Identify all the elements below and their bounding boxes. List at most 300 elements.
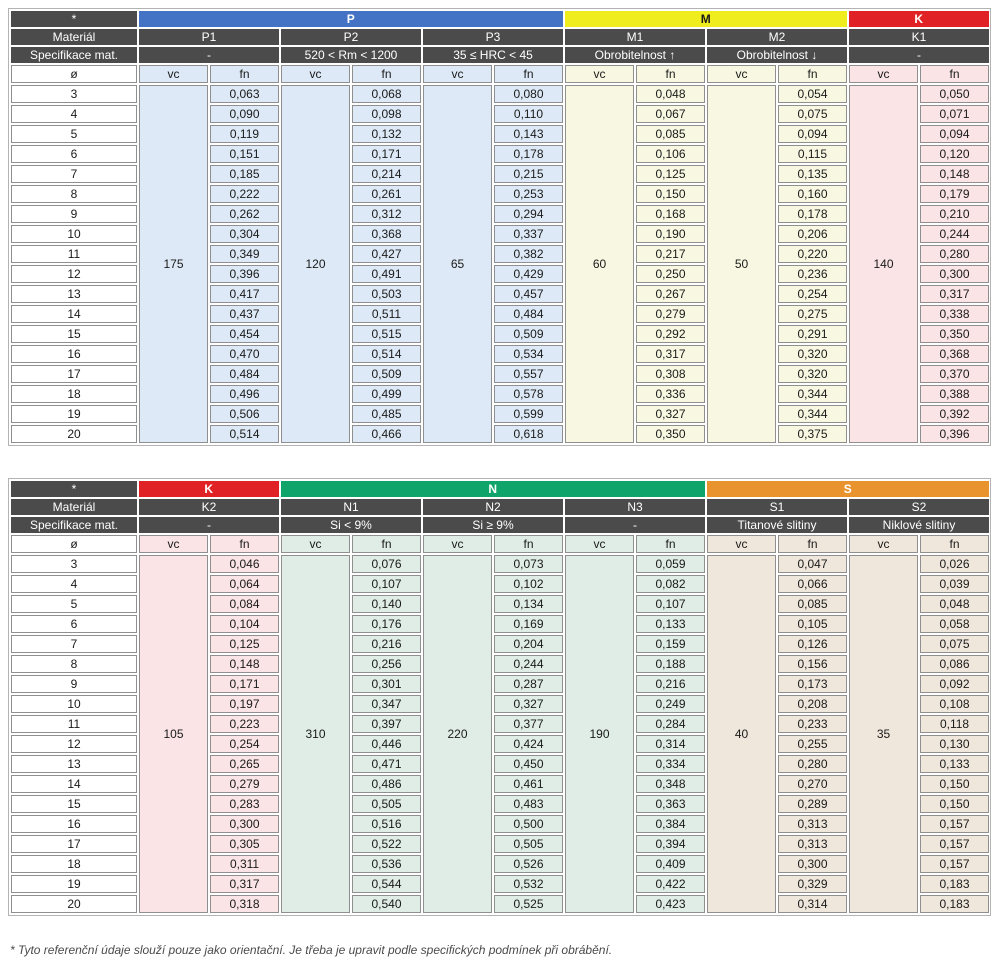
vc-header-s2: vc	[849, 535, 918, 553]
fn-value-s2: 0,157	[920, 855, 989, 873]
fn-value-k1: 0,392	[920, 405, 989, 423]
diameter-cell: 10	[11, 695, 137, 713]
material-code-s2: S2	[849, 499, 989, 515]
vc-value-s1: 40	[707, 555, 776, 913]
fn-value-p2: 0,466	[352, 425, 421, 443]
vc-header-s1: vc	[707, 535, 776, 553]
fn-value-n2: 0,424	[494, 735, 563, 753]
fn-value-s2: 0,039	[920, 575, 989, 593]
fn-value-n3: 0,133	[636, 615, 705, 633]
fn-value-k1: 0,368	[920, 345, 989, 363]
fn-value-s2: 0,058	[920, 615, 989, 633]
fn-value-p3: 0,178	[494, 145, 563, 163]
diameter-cell: 10	[11, 225, 137, 243]
fn-value-k1: 0,350	[920, 325, 989, 343]
fn-value-n2: 0,505	[494, 835, 563, 853]
fn-value-p3: 0,509	[494, 325, 563, 343]
fn-value-p2: 0,499	[352, 385, 421, 403]
fn-value-s1: 0,085	[778, 595, 847, 613]
diameter-cell: 17	[11, 835, 137, 853]
fn-value-n2: 0,500	[494, 815, 563, 833]
fn-value-n2: 0,450	[494, 755, 563, 773]
vc-header-p2: vc	[281, 65, 350, 83]
group-band-k: K	[139, 481, 279, 497]
fn-value-p2: 0,509	[352, 365, 421, 383]
fn-value-n3: 0,107	[636, 595, 705, 613]
diameter-cell: 9	[11, 675, 137, 693]
fn-value-m2: 0,375	[778, 425, 847, 443]
fn-value-n1: 0,347	[352, 695, 421, 713]
fn-value-m1: 0,350	[636, 425, 705, 443]
diameter-header-cell: ø	[11, 65, 137, 83]
fn-value-k1: 0,148	[920, 165, 989, 183]
fn-value-k1: 0,300	[920, 265, 989, 283]
diameter-cell: 16	[11, 345, 137, 363]
fn-value-k1: 0,280	[920, 245, 989, 263]
machining-table-kns	[9, 479, 991, 915]
fn-value-s2: 0,133	[920, 755, 989, 773]
vc-header-m2: vc	[707, 65, 776, 83]
fn-value-k2: 0,064	[210, 575, 279, 593]
fn-header-p1: fn	[210, 65, 279, 83]
vc-header-k2: vc	[139, 535, 208, 553]
fn-value-n3: 0,284	[636, 715, 705, 733]
fn-value-n3: 0,059	[636, 555, 705, 573]
fn-value-p1: 0,185	[210, 165, 279, 183]
fn-value-n3: 0,082	[636, 575, 705, 593]
fn-value-k2: 0,305	[210, 835, 279, 853]
diameter-cell: 6	[11, 615, 137, 633]
fn-value-n3: 0,363	[636, 795, 705, 813]
fn-value-p1: 0,349	[210, 245, 279, 263]
material-code-p3: P3	[423, 29, 563, 45]
fn-value-s2: 0,026	[920, 555, 989, 573]
fn-value-s1: 0,313	[778, 815, 847, 833]
fn-value-k2: 0,265	[210, 755, 279, 773]
fn-value-p2: 0,511	[352, 305, 421, 323]
fn-header-k2: fn	[210, 535, 279, 553]
fn-value-m2: 0,320	[778, 365, 847, 383]
fn-value-p2: 0,171	[352, 145, 421, 163]
fn-value-m1: 0,267	[636, 285, 705, 303]
fn-value-p3: 0,599	[494, 405, 563, 423]
fn-value-k1: 0,050	[920, 85, 989, 103]
fn-value-k1: 0,071	[920, 105, 989, 123]
fn-value-k1: 0,388	[920, 385, 989, 403]
diameter-cell: 5	[11, 595, 137, 613]
fn-value-m1: 0,317	[636, 345, 705, 363]
fn-value-n1: 0,544	[352, 875, 421, 893]
fn-value-p3: 0,253	[494, 185, 563, 203]
fn-value-p2: 0,514	[352, 345, 421, 363]
fn-value-s1: 0,233	[778, 715, 847, 733]
fn-value-m1: 0,308	[636, 365, 705, 383]
fn-value-p3: 0,429	[494, 265, 563, 283]
fn-value-p2: 0,515	[352, 325, 421, 343]
fn-value-k1: 0,120	[920, 145, 989, 163]
fn-value-s1: 0,066	[778, 575, 847, 593]
fn-value-p3: 0,080	[494, 85, 563, 103]
fn-value-p2: 0,068	[352, 85, 421, 103]
fn-value-m1: 0,168	[636, 205, 705, 223]
spec-m2: Obrobitelnost ↓	[707, 47, 847, 63]
fn-value-k2: 0,317	[210, 875, 279, 893]
fn-value-s1: 0,280	[778, 755, 847, 773]
diameter-cell: 3	[11, 555, 137, 573]
fn-value-p1: 0,304	[210, 225, 279, 243]
fn-value-n2: 0,377	[494, 715, 563, 733]
vc-header-n3: vc	[565, 535, 634, 553]
fn-value-k1: 0,396	[920, 425, 989, 443]
fn-value-n3: 0,314	[636, 735, 705, 753]
fn-value-p3: 0,457	[494, 285, 563, 303]
vc-value-n2: 220	[423, 555, 492, 913]
fn-value-k1: 0,317	[920, 285, 989, 303]
fn-value-m1: 0,327	[636, 405, 705, 423]
spec-s1: Titanové slitiny	[707, 517, 847, 533]
fn-value-k2: 0,171	[210, 675, 279, 693]
fn-value-p3: 0,294	[494, 205, 563, 223]
diameter-header-cell: ø	[11, 535, 137, 553]
fn-value-n1: 0,516	[352, 815, 421, 833]
fn-value-n3: 0,384	[636, 815, 705, 833]
fn-value-n3: 0,348	[636, 775, 705, 793]
fn-value-p1: 0,470	[210, 345, 279, 363]
spec-row-label: Specifikace mat.	[11, 517, 137, 533]
fn-value-s2: 0,150	[920, 795, 989, 813]
fn-value-k2: 0,318	[210, 895, 279, 913]
fn-value-k2: 0,223	[210, 715, 279, 733]
vc-header-m1: vc	[565, 65, 634, 83]
fn-header-m1: fn	[636, 65, 705, 83]
diameter-cell: 15	[11, 325, 137, 343]
fn-value-m2: 0,054	[778, 85, 847, 103]
fn-value-p3: 0,337	[494, 225, 563, 243]
diameter-cell: 15	[11, 795, 137, 813]
fn-value-p1: 0,262	[210, 205, 279, 223]
fn-value-n3: 0,409	[636, 855, 705, 873]
fn-value-s1: 0,289	[778, 795, 847, 813]
fn-value-p2: 0,368	[352, 225, 421, 243]
diameter-cell: 14	[11, 775, 137, 793]
fn-header-m2: fn	[778, 65, 847, 83]
vc-header-p3: vc	[423, 65, 492, 83]
material-code-n2: N2	[423, 499, 563, 515]
fn-header-s1: fn	[778, 535, 847, 553]
diameter-cell: 20	[11, 895, 137, 913]
vc-header-n2: vc	[423, 535, 492, 553]
material-code-s1: S1	[707, 499, 847, 515]
fn-value-m2: 0,344	[778, 385, 847, 403]
diameter-cell: 3	[11, 85, 137, 103]
footnote: * Tyto referenční údaje slouží pouze jako orientační. Je třeba je upravit podle specifických podmínek při obrábění.	[10, 943, 613, 957]
corner-asterisk-cell: *	[11, 481, 137, 497]
fn-value-m2: 0,275	[778, 305, 847, 323]
fn-value-n1: 0,486	[352, 775, 421, 793]
fn-value-n1: 0,301	[352, 675, 421, 693]
diameter-cell: 18	[11, 385, 137, 403]
fn-value-n3: 0,216	[636, 675, 705, 693]
fn-value-s2: 0,118	[920, 715, 989, 733]
fn-value-k2: 0,311	[210, 855, 279, 873]
fn-value-p3: 0,110	[494, 105, 563, 123]
diameter-cell: 4	[11, 105, 137, 123]
fn-value-p2: 0,485	[352, 405, 421, 423]
fn-value-s2: 0,092	[920, 675, 989, 693]
fn-value-n1: 0,107	[352, 575, 421, 593]
fn-value-m2: 0,160	[778, 185, 847, 203]
fn-value-s1: 0,255	[778, 735, 847, 753]
fn-value-s1: 0,208	[778, 695, 847, 713]
fn-value-m1: 0,190	[636, 225, 705, 243]
fn-value-p1: 0,417	[210, 285, 279, 303]
spec-k2: -	[139, 517, 279, 533]
fn-value-k2: 0,300	[210, 815, 279, 833]
fn-value-p1: 0,151	[210, 145, 279, 163]
fn-value-k2: 0,084	[210, 595, 279, 613]
diameter-cell: 12	[11, 735, 137, 753]
diameter-cell: 20	[11, 425, 137, 443]
diameter-cell: 13	[11, 755, 137, 773]
material-code-m2: M2	[707, 29, 847, 45]
spec-row-label: Specifikace mat.	[11, 47, 137, 63]
fn-value-n2: 0,287	[494, 675, 563, 693]
vc-value-n3: 190	[565, 555, 634, 913]
fn-value-n2: 0,461	[494, 775, 563, 793]
fn-value-s2: 0,048	[920, 595, 989, 613]
vc-value-k2: 105	[139, 555, 208, 913]
vc-value-p2: 120	[281, 85, 350, 443]
fn-header-k1: fn	[920, 65, 989, 83]
vc-header-n1: vc	[281, 535, 350, 553]
fn-value-p1: 0,222	[210, 185, 279, 203]
fn-value-s1: 0,126	[778, 635, 847, 653]
diameter-cell: 8	[11, 655, 137, 673]
fn-value-s1: 0,300	[778, 855, 847, 873]
fn-value-k1: 0,179	[920, 185, 989, 203]
fn-value-p2: 0,312	[352, 205, 421, 223]
fn-value-p3: 0,382	[494, 245, 563, 263]
fn-value-s1: 0,047	[778, 555, 847, 573]
table-pmk-frame	[8, 8, 991, 446]
fn-value-p2: 0,098	[352, 105, 421, 123]
fn-value-k2: 0,254	[210, 735, 279, 753]
fn-value-k2: 0,148	[210, 655, 279, 673]
fn-value-m1: 0,292	[636, 325, 705, 343]
fn-value-p2: 0,214	[352, 165, 421, 183]
fn-value-k2: 0,197	[210, 695, 279, 713]
fn-value-m1: 0,048	[636, 85, 705, 103]
fn-value-s2: 0,157	[920, 815, 989, 833]
fn-value-m1: 0,250	[636, 265, 705, 283]
fn-header-n1: fn	[352, 535, 421, 553]
machining-table-pmk	[9, 9, 991, 445]
fn-value-s2: 0,157	[920, 835, 989, 853]
fn-value-m2: 0,344	[778, 405, 847, 423]
fn-value-p1: 0,506	[210, 405, 279, 423]
group-band-k: K	[849, 11, 989, 27]
diameter-cell: 12	[11, 265, 137, 283]
table-kns-frame	[8, 478, 991, 916]
vc-value-p1: 175	[139, 85, 208, 443]
fn-value-n1: 0,536	[352, 855, 421, 873]
fn-header-s2: fn	[920, 535, 989, 553]
spec-m1: Obrobitelnost ↑	[565, 47, 705, 63]
fn-value-n3: 0,422	[636, 875, 705, 893]
fn-value-n2: 0,169	[494, 615, 563, 633]
material-row-label: Materiál	[11, 499, 137, 515]
fn-value-p2: 0,427	[352, 245, 421, 263]
fn-value-n2: 0,483	[494, 795, 563, 813]
fn-value-s2: 0,086	[920, 655, 989, 673]
fn-value-m1: 0,067	[636, 105, 705, 123]
spec-s2: Niklové slitiny	[849, 517, 989, 533]
vc-value-p3: 65	[423, 85, 492, 443]
material-code-n3: N3	[565, 499, 705, 515]
fn-value-n2: 0,102	[494, 575, 563, 593]
fn-value-m2: 0,206	[778, 225, 847, 243]
fn-value-n3: 0,159	[636, 635, 705, 653]
fn-value-p3: 0,484	[494, 305, 563, 323]
fn-header-p3: fn	[494, 65, 563, 83]
fn-value-n2: 0,526	[494, 855, 563, 873]
fn-value-m2: 0,178	[778, 205, 847, 223]
fn-value-m2: 0,115	[778, 145, 847, 163]
fn-value-p3: 0,215	[494, 165, 563, 183]
vc-value-m2: 50	[707, 85, 776, 443]
fn-value-s1: 0,314	[778, 895, 847, 913]
diameter-cell: 8	[11, 185, 137, 203]
fn-value-p2: 0,503	[352, 285, 421, 303]
spec-p1: -	[139, 47, 279, 63]
fn-value-n3: 0,423	[636, 895, 705, 913]
diameter-cell: 17	[11, 365, 137, 383]
fn-value-p1: 0,090	[210, 105, 279, 123]
fn-value-n2: 0,134	[494, 595, 563, 613]
fn-header-n2: fn	[494, 535, 563, 553]
fn-value-p1: 0,454	[210, 325, 279, 343]
fn-value-k1: 0,244	[920, 225, 989, 243]
fn-value-k2: 0,279	[210, 775, 279, 793]
diameter-cell: 11	[11, 245, 137, 263]
fn-value-s2: 0,183	[920, 895, 989, 913]
fn-value-n1: 0,256	[352, 655, 421, 673]
fn-value-m2: 0,291	[778, 325, 847, 343]
fn-value-n2: 0,327	[494, 695, 563, 713]
fn-value-s1: 0,173	[778, 675, 847, 693]
fn-value-s1: 0,156	[778, 655, 847, 673]
material-code-m1: M1	[565, 29, 705, 45]
fn-value-p1: 0,484	[210, 365, 279, 383]
diameter-cell: 19	[11, 405, 137, 423]
group-band-s: S	[707, 481, 989, 497]
fn-value-m2: 0,220	[778, 245, 847, 263]
fn-value-n1: 0,446	[352, 735, 421, 753]
fn-value-n3: 0,394	[636, 835, 705, 853]
fn-value-m1: 0,336	[636, 385, 705, 403]
fn-value-k1: 0,210	[920, 205, 989, 223]
fn-value-n3: 0,188	[636, 655, 705, 673]
fn-value-p3: 0,557	[494, 365, 563, 383]
spec-n3: -	[565, 517, 705, 533]
spec-p3: 35 ≤ HRC < 45	[423, 47, 563, 63]
diameter-cell: 7	[11, 165, 137, 183]
fn-value-p1: 0,396	[210, 265, 279, 283]
fn-value-p1: 0,514	[210, 425, 279, 443]
material-code-k2: K2	[139, 499, 279, 515]
material-code-p1: P1	[139, 29, 279, 45]
fn-value-m2: 0,320	[778, 345, 847, 363]
fn-value-n3: 0,334	[636, 755, 705, 773]
fn-value-p1: 0,119	[210, 125, 279, 143]
vc-value-m1: 60	[565, 85, 634, 443]
fn-value-s2: 0,150	[920, 775, 989, 793]
fn-value-n1: 0,140	[352, 595, 421, 613]
diameter-cell: 7	[11, 635, 137, 653]
fn-value-s1: 0,329	[778, 875, 847, 893]
fn-value-n1: 0,216	[352, 635, 421, 653]
fn-value-p2: 0,132	[352, 125, 421, 143]
fn-value-m1: 0,150	[636, 185, 705, 203]
fn-value-k2: 0,283	[210, 795, 279, 813]
fn-value-n1: 0,076	[352, 555, 421, 573]
diameter-cell: 4	[11, 575, 137, 593]
fn-value-p3: 0,534	[494, 345, 563, 363]
spec-p2: 520 < Rm < 1200	[281, 47, 421, 63]
fn-value-m2: 0,236	[778, 265, 847, 283]
fn-header-n3: fn	[636, 535, 705, 553]
fn-value-s2: 0,183	[920, 875, 989, 893]
material-code-k1: K1	[849, 29, 989, 45]
diameter-cell: 13	[11, 285, 137, 303]
fn-value-s2: 0,130	[920, 735, 989, 753]
fn-value-m1: 0,125	[636, 165, 705, 183]
fn-value-m2: 0,254	[778, 285, 847, 303]
spec-n2: Si ≥ 9%	[423, 517, 563, 533]
fn-value-n2: 0,204	[494, 635, 563, 653]
fn-value-n3: 0,249	[636, 695, 705, 713]
fn-value-n2: 0,073	[494, 555, 563, 573]
diameter-cell: 16	[11, 815, 137, 833]
fn-value-p3: 0,618	[494, 425, 563, 443]
fn-value-k2: 0,046	[210, 555, 279, 573]
fn-value-k1: 0,370	[920, 365, 989, 383]
vc-value-s2: 35	[849, 555, 918, 913]
fn-value-s2: 0,075	[920, 635, 989, 653]
vc-value-k1: 140	[849, 85, 918, 443]
fn-value-s2: 0,108	[920, 695, 989, 713]
material-code-n1: N1	[281, 499, 421, 515]
material-row-label: Materiál	[11, 29, 137, 45]
spec-n1: Si < 9%	[281, 517, 421, 533]
fn-value-s1: 0,313	[778, 835, 847, 853]
corner-asterisk-cell: *	[11, 11, 137, 27]
spec-k1: -	[849, 47, 989, 63]
group-band-p: P	[139, 11, 563, 27]
fn-value-p3: 0,143	[494, 125, 563, 143]
diameter-cell: 11	[11, 715, 137, 733]
fn-value-p1: 0,437	[210, 305, 279, 323]
fn-value-k1: 0,094	[920, 125, 989, 143]
fn-value-m1: 0,106	[636, 145, 705, 163]
fn-value-n2: 0,244	[494, 655, 563, 673]
fn-value-m2: 0,075	[778, 105, 847, 123]
fn-value-n1: 0,505	[352, 795, 421, 813]
fn-value-n2: 0,525	[494, 895, 563, 913]
fn-value-n2: 0,532	[494, 875, 563, 893]
fn-value-p3: 0,578	[494, 385, 563, 403]
group-band-n: N	[281, 481, 705, 497]
